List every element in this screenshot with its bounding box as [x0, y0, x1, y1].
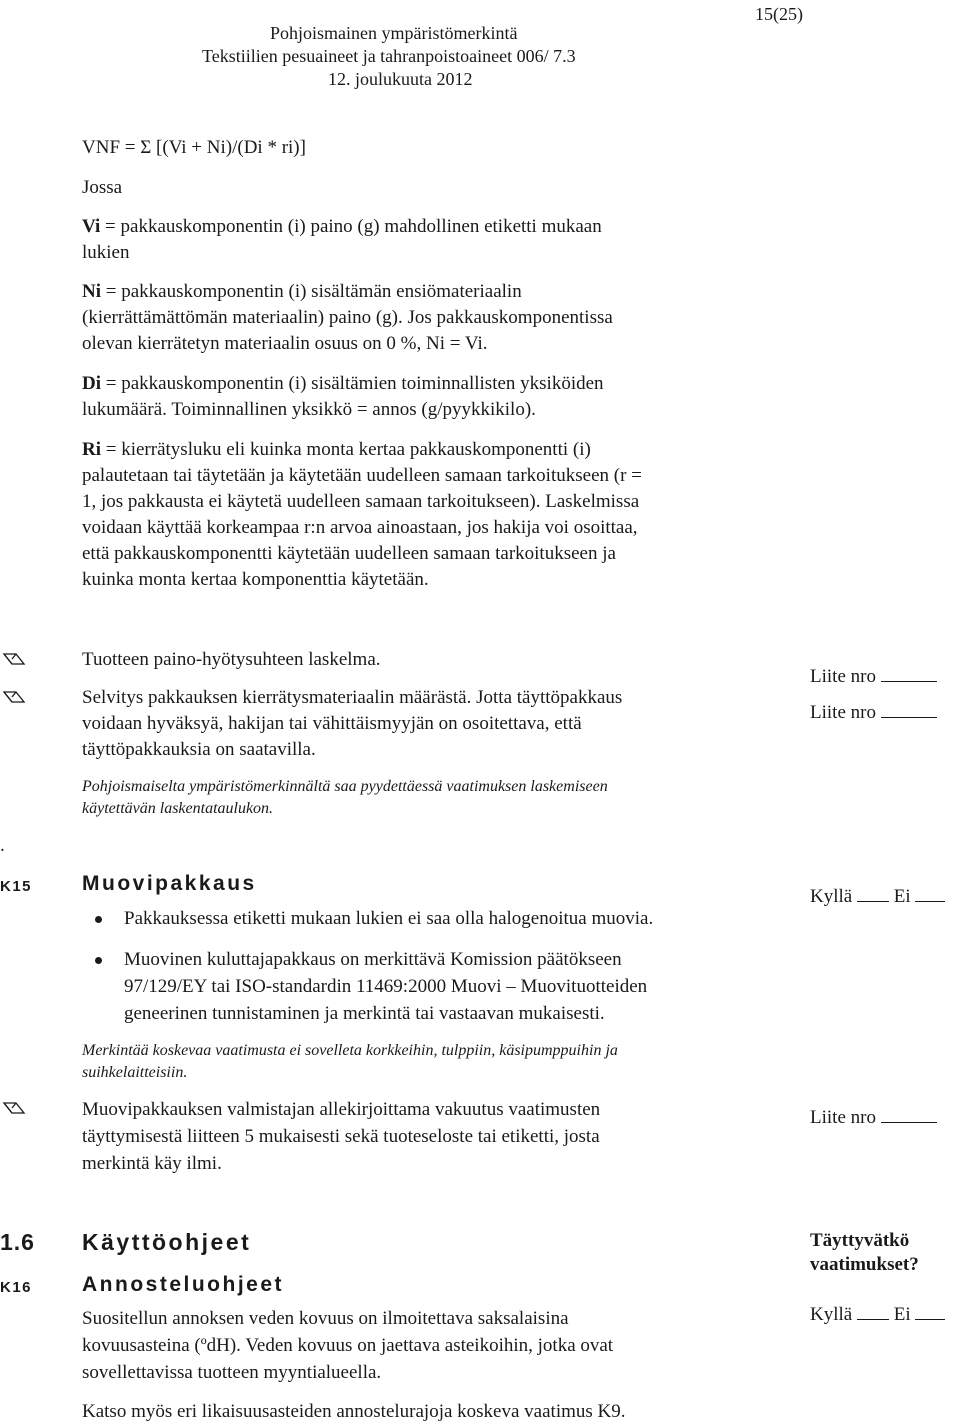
ri-term: Ri	[82, 439, 101, 460]
formula: VNF = Σ [(Vi + Ni)/(Di * ri)]	[82, 137, 306, 158]
appendix-label: Liite nro	[810, 666, 876, 687]
ri-line-1: palautetaan tai täytetään ja käytetään uudelleen samaan tarkoitukseen (r =	[82, 465, 642, 486]
section-title: Käyttöohjeet	[82, 1229, 252, 1255]
k16-line-2: kovuusasteina (ºdH). Veden kovuus on jaettava asteikoihin, jotka ovat	[82, 1335, 614, 1356]
appendix-field-1[interactable]	[810, 664, 937, 690]
k15-bullet-2-line-3: geneerinen tunnistaminen ja merkintä tai vastaavan mukaisesti.	[124, 1003, 605, 1024]
di-text: = pakkauskomponentin (i) sisältämien toiminnallisten yksiköiden	[101, 373, 604, 394]
check-item-2-line-3: täyttöpakkauksia on saatavilla.	[82, 739, 316, 760]
ri-definition	[82, 437, 591, 463]
ni-definition-cont1: (kierrättämättömän materiaalin) paino (g). Jos pakkauskomponentissa	[82, 307, 613, 328]
document-checkbox-icon[interactable]	[2, 1098, 26, 1118]
k15-check-line-1: Muovipakkauksen valmistajan allekirjoittama vakuutus vaatimusten	[82, 1099, 601, 1120]
side-heading-1: Täyttyvätkö	[810, 1230, 910, 1251]
appendix-label: Liite nro	[810, 702, 876, 723]
k15-bullet-1: Pakkauksessa etiketti mukaan lukien ei saa olla halogenoitua muovia.	[124, 908, 654, 929]
k15-bullet-2-line-2: 97/129/EY tai ISO-standardin 11469:2000 Muovi – Muovituotteiden	[124, 976, 648, 997]
k15-title: Muovipakkaus	[82, 872, 257, 895]
ni-text: = pakkauskomponentin (i) sisältämän ensiömateriaalin	[101, 281, 522, 302]
no-label: Ei	[893, 1304, 911, 1325]
header-document: Tekstiilien pesuaineet ja tahranpoistoaineet 006/ 7.3	[202, 46, 576, 66]
k15-check-line-3: merkintä käy ilmi.	[82, 1153, 222, 1174]
ri-line-2: 1, jos pakkausta ei käytetä uudelleen samaan tarkoitukseen). Laskelmissa	[82, 491, 640, 512]
appendix-label: Liite nro	[810, 1107, 876, 1128]
k16-line-1: Suositellun annoksen veden kovuus on ilmoitettava saksalaisina	[82, 1308, 569, 1329]
check-item-1: Tuotteen paino-hyötysuhteen laskelma.	[82, 649, 381, 670]
ri-text: = kierrätysluku eli kuinka monta kertaa pakkauskomponentti (i)	[101, 439, 591, 460]
yes-label: Kyllä	[810, 886, 853, 907]
check-item-2-line-1: Selvitys pakkauksen kierrätysmateriaalin määrästä. Jotta täyttöpakkaus	[82, 687, 623, 708]
yes-blank[interactable]	[857, 885, 889, 902]
page-number: 15(25)	[755, 4, 803, 24]
bullet-icon	[95, 957, 102, 964]
jossa-label: Jossa	[82, 177, 123, 198]
calculation-note-line-1: Pohjoismaiselta ympäristömerkinnältä saa pyydettäessä vaatimuksen laskemiseen	[82, 778, 608, 795]
stray-dot: .	[0, 835, 5, 856]
appendix-blank[interactable]	[881, 1106, 937, 1123]
di-definition	[82, 371, 604, 397]
no-blank[interactable]	[915, 1303, 945, 1320]
k15-check-line-2: täyttymisestä liitteen 5 mukaisesti sekä tuoteseloste tai etiketti, josta	[82, 1126, 600, 1147]
side-heading-2: vaatimukset?	[810, 1254, 919, 1275]
vi-definition	[82, 214, 602, 240]
ni-definition	[82, 279, 522, 305]
ni-term: Ni	[82, 281, 101, 302]
k15-note-line-1: Merkintää koskevaa vaatimusta ei sovelleta korkkeihin, tulppiin, käsipumppuihin ja	[82, 1042, 618, 1059]
ni-definition-cont2: olevan kierrätetyn materiaalin osuus on 0 %, Ni = Vi.	[82, 333, 488, 354]
k15-note-line-2: suihkelaitteisiin.	[82, 1064, 188, 1081]
header-date: 12. joulukuuta 2012	[328, 69, 473, 89]
document-checkbox-icon[interactable]	[2, 649, 26, 669]
ri-line-4: että pakkauskomponentti käytetään uudelleen samaan tarkoitukseen ja	[82, 543, 616, 564]
appendix-field-2[interactable]	[810, 700, 937, 726]
no-blank[interactable]	[915, 885, 945, 902]
bullet-icon	[95, 916, 102, 923]
k15-answer[interactable]	[810, 884, 945, 910]
yes-label: Kyllä	[810, 1304, 853, 1325]
ri-line-5: kuinka monta kertaa komponenttia käytetään.	[82, 569, 429, 590]
document-checkbox-icon[interactable]	[2, 687, 26, 707]
k15-code: K15	[0, 878, 33, 895]
di-definition-cont: lukumäärä. Toiminnallinen yksikkö = annos (g/pyykkikilo).	[82, 399, 536, 420]
vi-text: = pakkauskomponentin (i) paino (g) mahdollinen etiketti mukaan	[100, 216, 602, 237]
vi-term: Vi	[82, 216, 101, 237]
ri-line-3: voidaan käyttää korkeampaa r:n arvoa ainoastaan, jos hakija voi osoittaa,	[82, 517, 638, 538]
appendix-blank[interactable]	[881, 701, 937, 718]
k16-code: K16	[0, 1279, 33, 1296]
k16-line-3: sovellettavissa tuotteen myyntialueella.	[82, 1362, 382, 1383]
check-item-2-line-2: voidaan hyväksyä, hakijan tai vähittäismyyjän on osoitettava, että	[82, 713, 582, 734]
yes-blank[interactable]	[857, 1303, 889, 1320]
k15-bullet-2-line-1: Muovinen kuluttajapakkaus on merkittävä Komission päätökseen	[124, 949, 622, 970]
k15-appendix-field[interactable]	[810, 1105, 937, 1131]
k16-answer[interactable]	[810, 1302, 945, 1328]
calculation-note-line-2: käytettävän laskentataulukon.	[82, 800, 274, 817]
vi-definition-cont: lukien	[82, 242, 130, 263]
appendix-blank[interactable]	[881, 665, 937, 682]
k16-title: Annosteluohjeet	[82, 1273, 285, 1296]
header-org: Pohjoismainen ympäristömerkintä	[270, 23, 518, 43]
no-label: Ei	[893, 886, 911, 907]
k16-see-also: Katso myös eri likaisuusasteiden annostelurajoja koskeva vaatimus K9.	[82, 1401, 626, 1422]
di-term: Di	[82, 373, 101, 394]
section-number: 1.6	[0, 1229, 35, 1255]
